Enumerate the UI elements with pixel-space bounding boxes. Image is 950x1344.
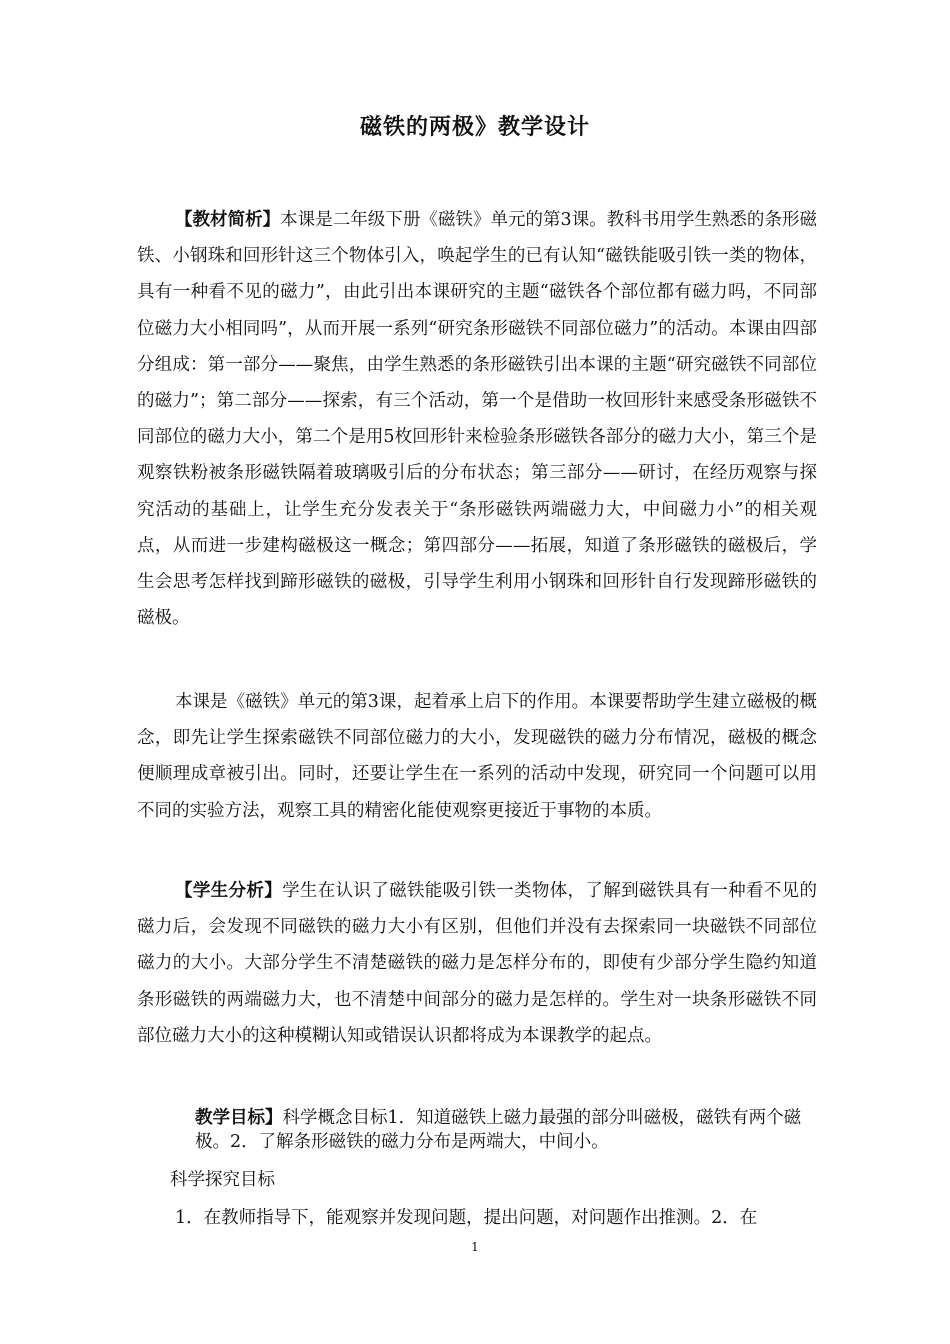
- material-analysis-label: 【教材简析】: [175, 210, 281, 230]
- material-analysis-paragraph: [137, 202, 817, 636]
- student-analysis-paragraph: [137, 873, 817, 1054]
- teaching-goals-paragraph: [195, 1106, 815, 1154]
- document-title: 磁铁的两极》教学设计: [359, 115, 590, 140]
- student-analysis-text: 学生在认识了磁铁能吸引铁一类物体，了解到磁铁具有一种看不见的磁力后，会发现不同磁铁的磁力大小有区别，但他们并没有去探索同一块磁铁不同部位磁力的大小。大部分学生不清楚磁铁的磁力是怎样分布的，即使有少部分学生隐约知道条形磁铁的两端磁力大，也不清楚中间部分的磁力是怎样的。学生对一块条形磁铁不同部位磁力大小的这种模糊认知或错误认识都将成为本课教学的起点。: [137, 881, 818, 1046]
- teaching-goals-text: 科学概念目标1．知道磁铁上磁力最强的部分叫磁极，磁铁有两个磁极。2．了解条形磁铁的磁力分布是两端大，中间小。: [195, 1108, 802, 1152]
- material-analysis-text-2: 本课是《磁铁》单元的第3课，起着承上启下的作用。本课要帮助学生建立磁极的概念，即先让学生探索磁铁不同部位磁力的大小，发现磁铁的磁力分布情况，磁极的概念便顺理成章被引出。同时，还要让学生在一系列的活动中发现，研究同一个问题可以用不同的实验方法，观察工具的精密化能使观察更接近于事物的本质。: [137, 692, 817, 821]
- material-analysis-text: 本课是二年级下册《磁铁》单元的第3课。教科书用学生熟悉的条形磁铁、小钢珠和回形针这三个物体引入，唤起学生的已有认知“磁铁能吸引铁一类的物体，具有一种看不见的磁力”，由此引出本课研究的主题“磁铁各个部位都有磁力吗，不同部位磁力大小相同吗”，从而开展一系列“研究条形磁铁不同部位磁力”的活动。本课由四部分组成：第一部分——聚焦，由学生熟悉的条形磁铁引出本课的主题“研究磁铁不同部位的磁力”；第二部分——探索，有三个活动，第一个是借助一枚回形针来感受条形磁铁不同部位的磁力大小，第二个是用5枚回形针来检验条形磁铁各部分的磁力大小，第三个是观察铁粉被条形磁铁隔着玻璃吸引后的分布状态；第三部分——研讨，在经历观察与探究活动的基础上，让学生充分发表关于“条形磁铁两端磁力大，中间磁力小”的相关观点，从而进一步建构磁极这一概念；第四部分——拓展，知道了条形磁铁的磁极后，学生会思考怎样找到蹄形磁铁的磁极，引导学生利用小钢珠和回形针自行发现蹄形磁铁的磁极。: [137, 210, 818, 629]
- student-analysis-label: 【学生分析】: [175, 881, 283, 901]
- page-number: 1: [471, 1240, 479, 1254]
- material-analysis-paragraph-2: [137, 684, 817, 829]
- inquiry-goals-text: 1．在教师指导下，能观察并发现问题，提出问题，对问题作出推测。2．在: [175, 1208, 758, 1228]
- inquiry-goals-heading: 科学探究目标: [170, 1170, 275, 1190]
- teaching-goals-label: 教学目标】: [195, 1108, 283, 1128]
